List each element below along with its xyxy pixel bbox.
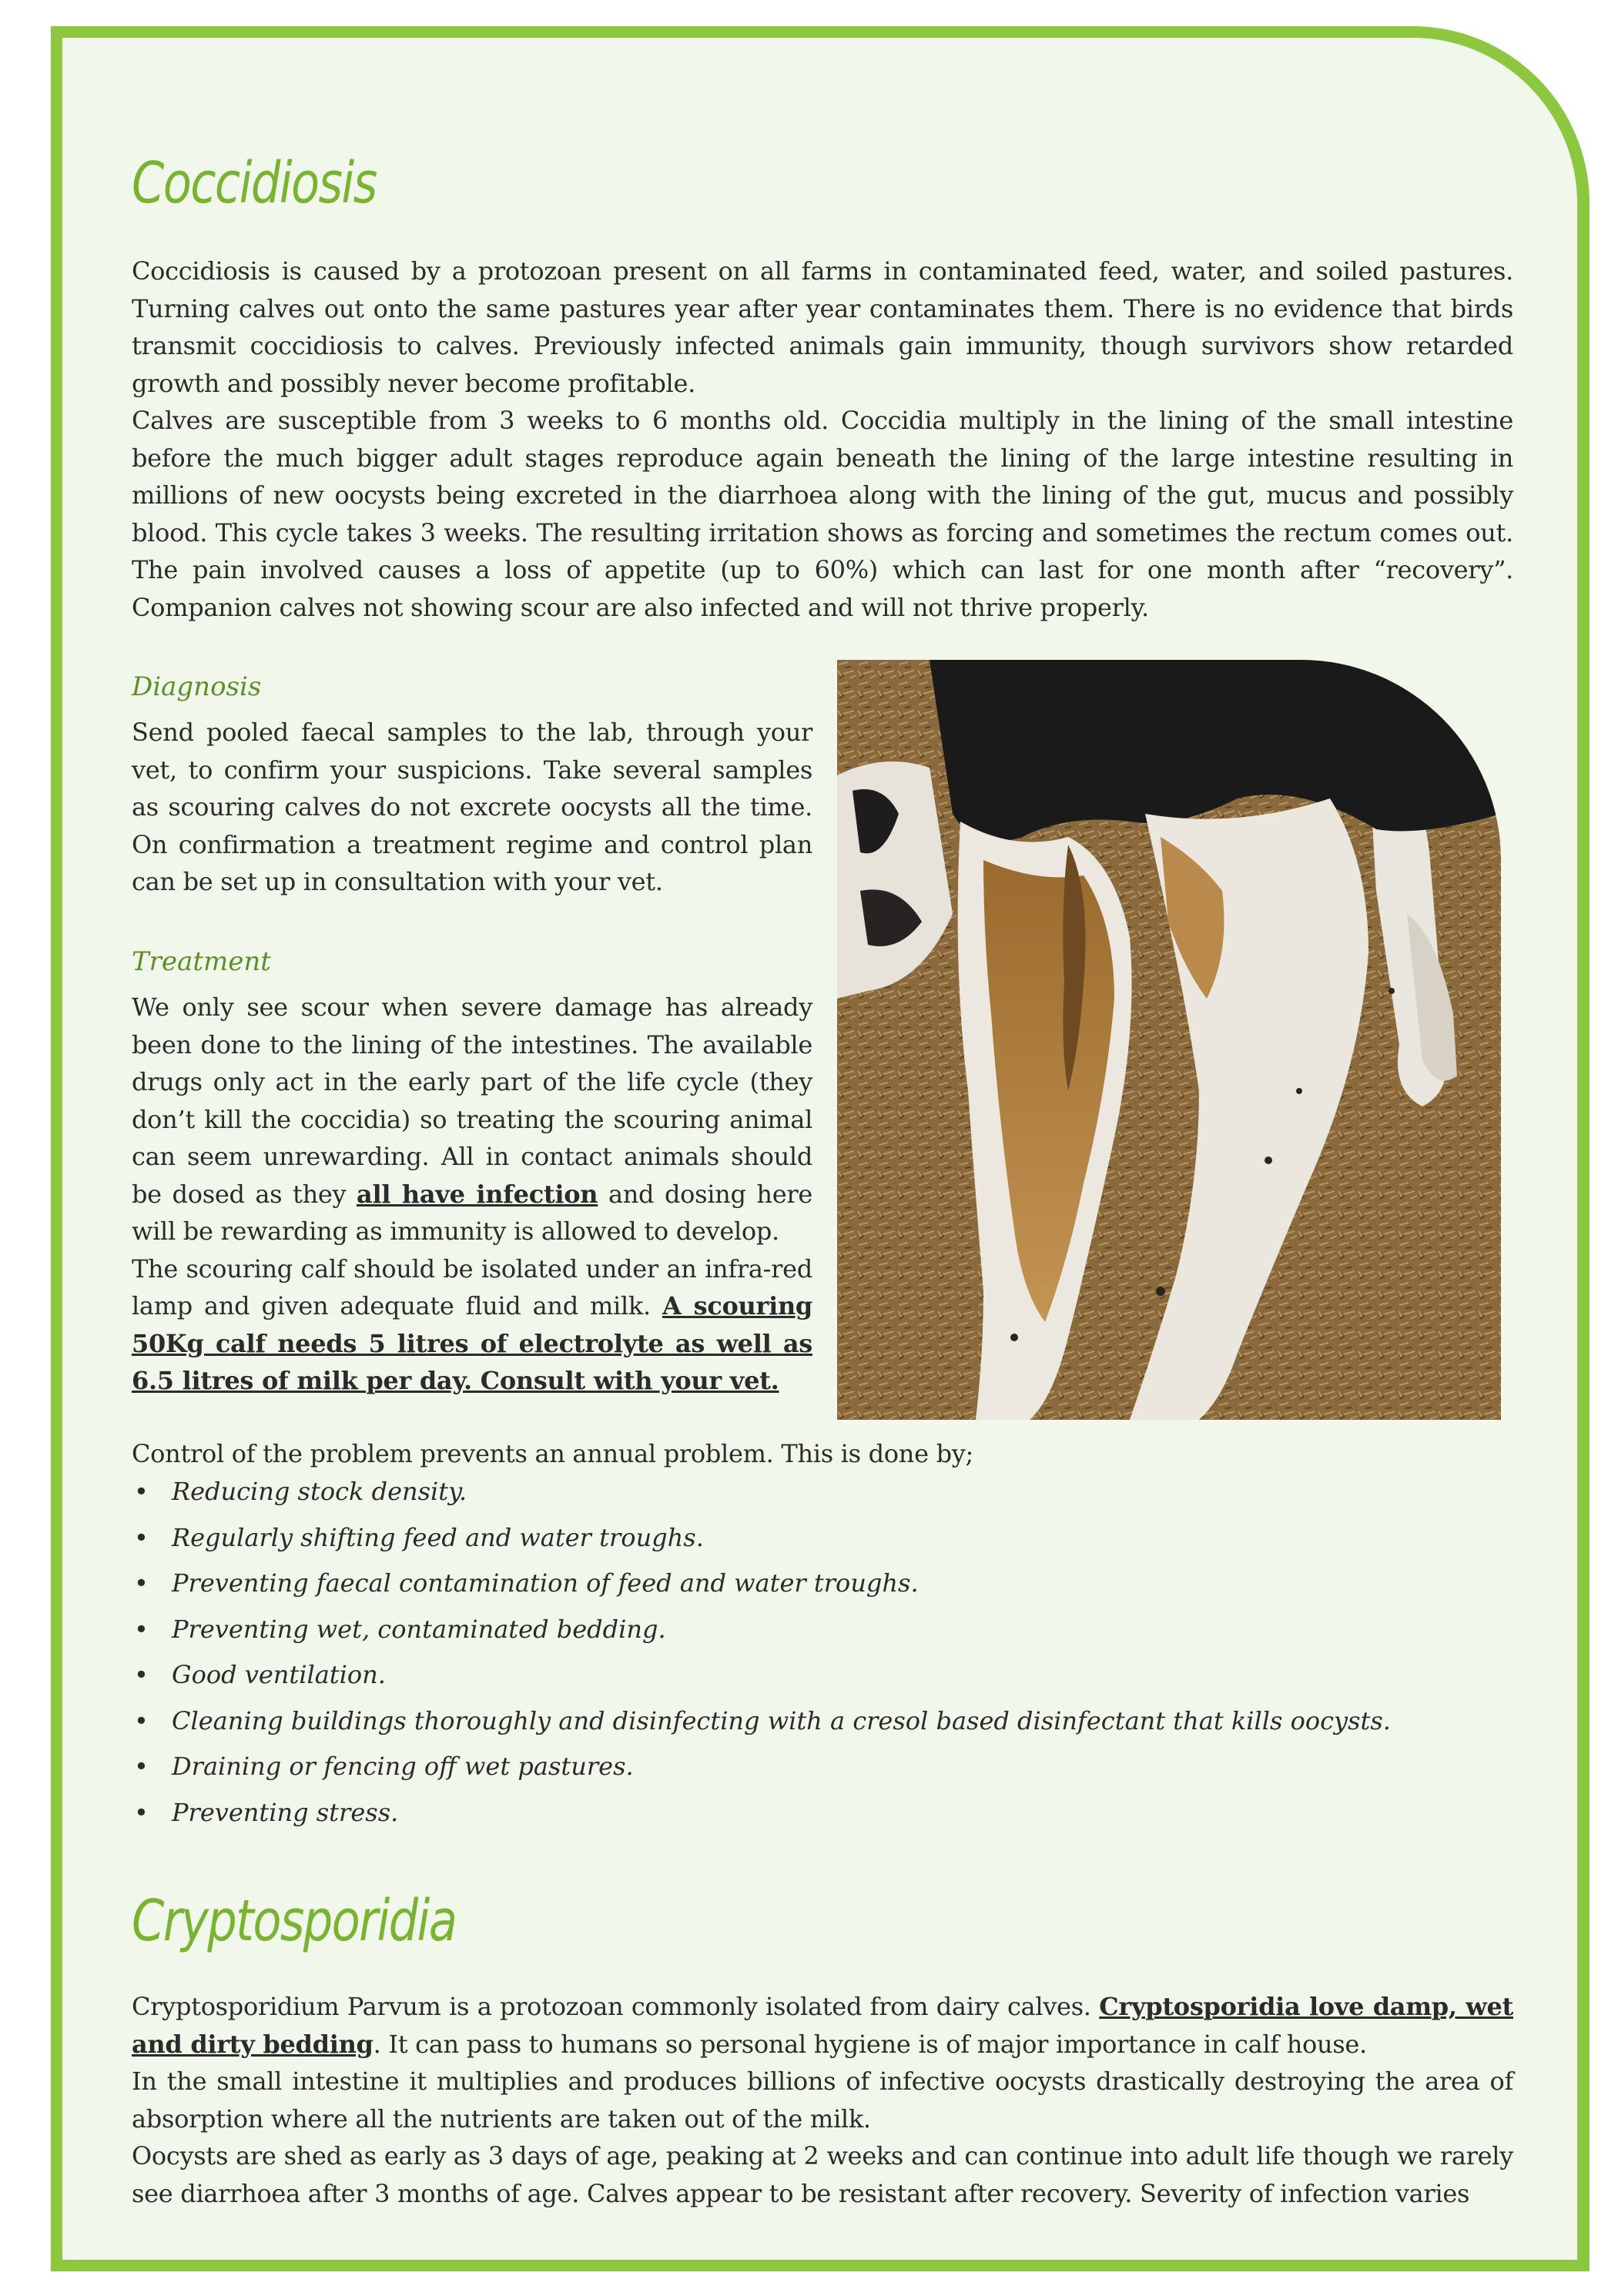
treatment-text-2 — [132, 1250, 812, 1400]
control-list-item-text: Preventing stress. — [172, 1797, 399, 1827]
diagnosis-text: Send pooled faecal samples to the lab, through your vet, to confirm your suspicions. Take several samples as scouring calves do not excrete oocysts all the time. On confirmation a treatment regime and control plan can be set up in consultation with your vet. — [132, 718, 812, 896]
bullet-glyph: • — [134, 1568, 149, 1598]
diagnosis-heading: Diagnosis — [132, 671, 262, 702]
cryptosporidia-paragraph-2: In the small intestine it multiplies and produces billions of infective oocysts drastically destroying the area of absorption where all the nutrients are taken out of the milk. — [132, 2067, 1513, 2134]
bullet-glyph: • — [134, 1477, 149, 1506]
bullet-glyph: • — [134, 1797, 149, 1827]
control-list-item-text: Good ventilation. — [172, 1660, 386, 1689]
treatment-block — [132, 989, 812, 1400]
treatment-text-1b: and dosing here will be rewarding as immunity is allowed to develop. — [132, 1179, 812, 1246]
control-list-item-text: Preventing faecal contamination of feed and water troughs. — [172, 1568, 919, 1598]
control-list-item — [132, 1790, 1391, 1836]
control-list — [132, 1469, 1391, 1836]
treatment-heading: Treatment — [132, 946, 271, 977]
coccidiosis-intro — [132, 253, 1513, 626]
treatment-emphasis-infection: all have infection — [357, 1179, 598, 1209]
section-title-coccidiosis: Coccidiosis — [132, 150, 377, 216]
cryptosporidia-paragraph-3: Oocysts are shed as early as 3 days of age, peaking at 2 weeks and can continue into adult life though we rarely see diarrhoea after 3 months of age. Calves appear to be resistant after recovery. Severity of infection varies — [132, 2141, 1513, 2208]
coccidiosis-paragraph-2: Calves are susceptible from 3 weeks to 6 months old. Coccidia multiply in the lining of the small intestine before the much bigger adult stages reproduce again beneath the lining of the large intestine resulting in millions of new oocysts being excreted in the diarrhoea along with the lining of the gut, mucus and possibly blood. This cycle takes 3 weeks. The resulting irritation shows as forcing and sometimes the rectum comes out. The pain involved causes a loss of appetite (up to 60%) which can last for one month after “recovery”. Companion calves not showing scour are also infected and will not thrive properly. — [132, 406, 1513, 622]
bullet-glyph: • — [134, 1522, 149, 1552]
calf-photo-illustration — [837, 660, 1501, 1420]
treatment-text-1a: We only see scour when severe damage has already been done to the lining of the intestines. The available drugs only act in the early part of the life cycle (they don’t kill the coccidia) so treating the scouring animal can seem unrewarding. All in contact animals should be dosed as they — [132, 992, 812, 1209]
control-block — [132, 1438, 1513, 1469]
bullet-glyph: • — [134, 1614, 149, 1644]
control-list-item-text: Cleaning buildings thoroughly and disinfecting with a cresol based disinfectant that kills oocysts. — [172, 1705, 1391, 1735]
control-list-item-text: Draining or fencing off wet pastures. — [172, 1752, 634, 1781]
section-title-cryptosporidia: Cryptosporidia — [132, 1888, 457, 1954]
cryptosporidia-text-1a: Cryptosporidium Parvum is a protozoan commonly isolated from dairy calves. — [132, 1992, 1100, 2021]
calf-photo — [837, 660, 1501, 1420]
control-list-item — [132, 1744, 1391, 1790]
cryptosporidia-emphasis: Cryptosporidia love damp, wet and dirty bedding — [132, 1992, 1513, 2059]
coccidiosis-paragraph-1: Coccidiosis is caused by a protozoan present on all farms in contaminated feed, water, and soiled pastures. Turning calves out onto the same pastures year after year contaminates them. There is no evidence that birds transmit coccidiosis to calves. Previously infected animals gain immunity, though survivors show retarded growth and possibly never become profitable. — [132, 256, 1513, 398]
control-list-item — [132, 1561, 1391, 1607]
control-list-item — [132, 1652, 1391, 1699]
control-list-item — [132, 1607, 1391, 1653]
bullet-glyph: • — [134, 1752, 149, 1781]
bullet-glyph: • — [134, 1660, 149, 1689]
treatment-text-2a: The scouring calf should be isolated under an infra-red lamp and given adequate fluid and milk. — [132, 1253, 812, 1320]
control-list-item-text: Reducing stock density. — [172, 1477, 467, 1506]
control-list-item — [132, 1699, 1391, 1745]
diagnosis-block — [132, 714, 812, 901]
bullet-glyph: • — [134, 1705, 149, 1735]
control-list-item — [132, 1469, 1391, 1515]
control-list-item-text: Preventing wet, contaminated bedding. — [172, 1614, 666, 1644]
cryptosporidia-paragraph-1 — [132, 1988, 1513, 2063]
cryptosporidia-block — [132, 1988, 1513, 2212]
control-intro: Control of the problem prevents an annual problem. This is done by; — [132, 1439, 974, 1468]
treatment-emphasis-dosage: A scouring 50Kg calf needs 5 litres of electrolyte as well as 6.5 litres of milk per day. Consult with your vet. — [132, 1291, 812, 1395]
cryptosporidia-text-1b: . It can pass to humans so personal hygiene is of major importance in calf house. — [373, 2029, 1367, 2059]
control-list-item-text: Regularly shifting feed and water troughs. — [172, 1522, 704, 1552]
treatment-text-1 — [132, 989, 812, 1250]
control-list-item — [132, 1515, 1391, 1561]
